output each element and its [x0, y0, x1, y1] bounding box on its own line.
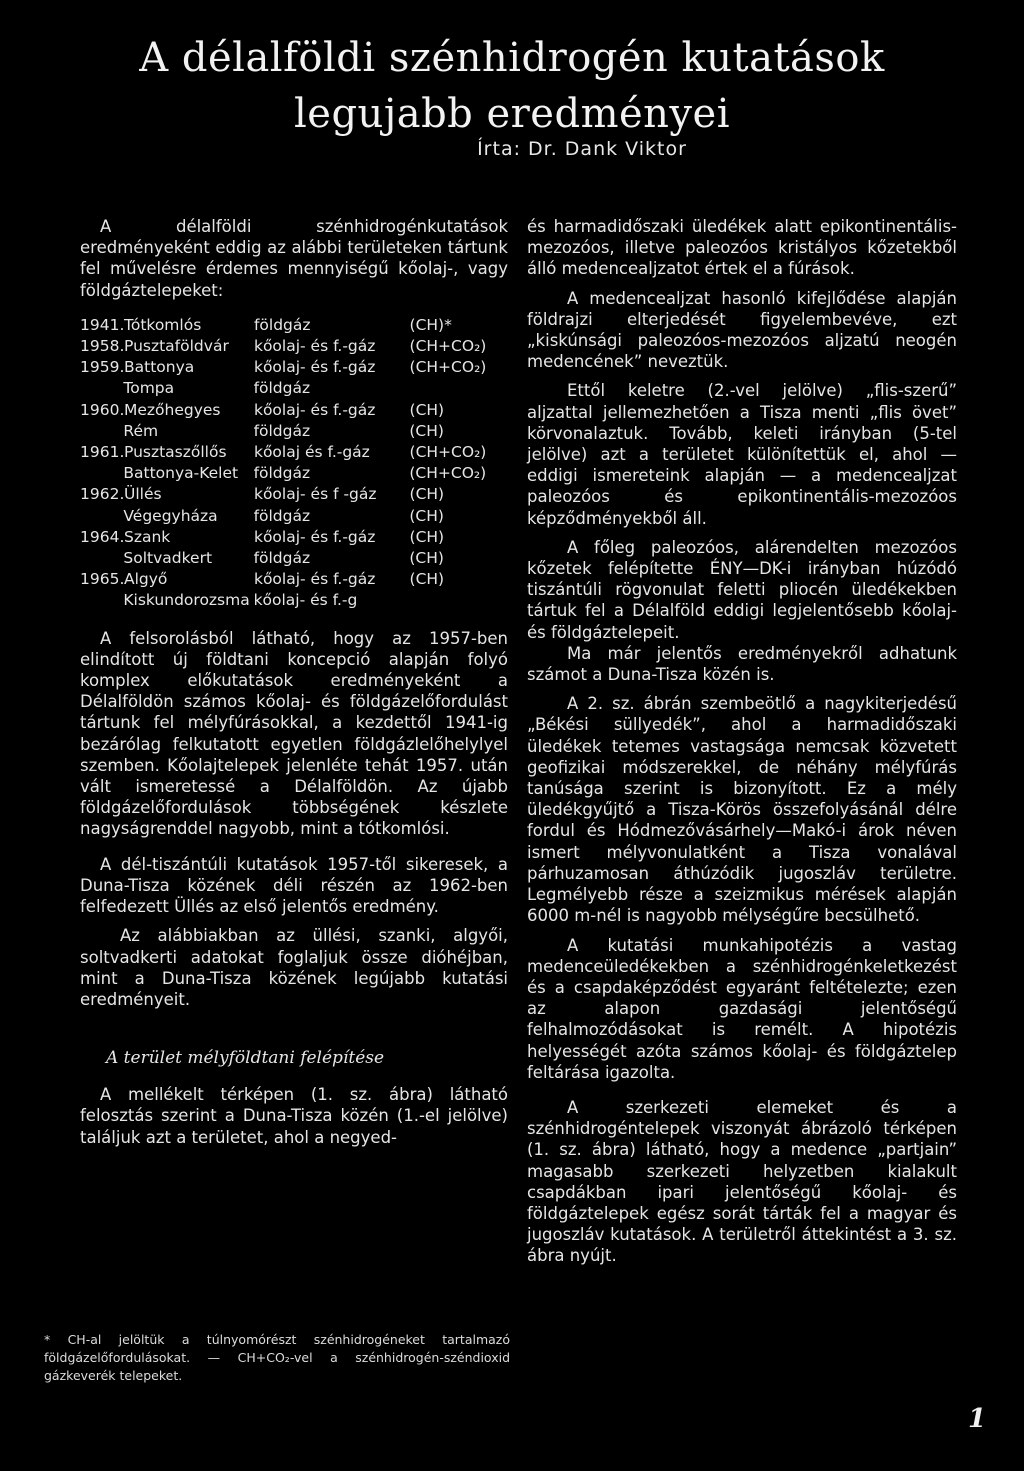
field-type: kőolaj- és f.-g — [253, 591, 358, 610]
right-paragraph-4: A főleg paleozóos, alárendelten mezozóos kőzetek felépítette ÉNY—DK-i irányban húzódó tiszántúli rögvonulat feletti pliocén üledékekben tártuk fel a Délalföld eddigi legjelentősebb kőolaj- és földgáztelepeit. — [527, 537, 957, 642]
field-row — [80, 569, 508, 590]
field-row — [80, 357, 508, 378]
field-type: kőolaj- és f.-gáz — [253, 337, 376, 356]
field-type: kőolaj- és f -gáz — [253, 485, 377, 504]
field-code: (CH+CO₂) — [409, 337, 487, 356]
field-row — [80, 463, 508, 484]
field-type: kőolaj- és f.-gáz — [253, 400, 376, 419]
field-code: (CH+CO₂) — [409, 443, 487, 462]
field-place: Végegyháza — [123, 506, 218, 525]
field-year: 1960. — [80, 400, 125, 419]
title-line-2: legujabb eredményei — [293, 91, 730, 137]
field-place: Rém — [123, 421, 159, 440]
field-place: Tompa — [123, 379, 175, 398]
footnote: * CH-al jelöltük a túlnyomórészt szénhidrogéneket tartalmazó földgázelőfordulásokat. — CH+CO₂-vel a szénhidrogén-széndioxid gázkeverék telepeket. — [44, 1332, 510, 1383]
author-byline: Írta: Dr. Dank Viktor — [477, 138, 687, 160]
field-type: földgáz — [253, 464, 311, 483]
field-place: Pusztaszőllős — [124, 443, 227, 462]
field-type: kőolaj- és f.-gáz — [253, 358, 376, 377]
field-place: Soltvadkert — [123, 549, 213, 568]
field-row — [80, 315, 508, 336]
field-place: Battonya-Kelet — [123, 464, 239, 483]
field-year — [80, 421, 123, 442]
field-code: (CH+CO₂) — [409, 464, 487, 483]
field-place: Mezőhegyes — [124, 400, 221, 419]
left-paragraph-3: Az alábbiakban az üllési, szanki, algyői, soltvadkerti adatokat foglaljuk össze dióhéjban, mint a Duna-Tisza közének legújabb kutatási eredményeit. — [80, 926, 508, 1009]
field-place: Battonya — [124, 358, 195, 377]
right-paragraph-1: és harmadidőszaki üledékek alatt epikontinentális-mezozóos, illetve paleozóos kristályos kőzetekből álló medencealjzatot értek el a fúrások. — [527, 217, 957, 279]
left-paragraph-4: A mellékelt térképen (1. sz. ábra) látható felosztás szerint a Duna-Tisza közén (1.-el jelölve) találjuk azt a területet, ahol a negyed- — [80, 1085, 508, 1147]
field-type: földgáz — [253, 506, 311, 525]
field-year: 1958. — [80, 337, 125, 356]
field-row — [80, 548, 508, 569]
field-code: (CH) — [409, 549, 444, 568]
field-year: 1962. — [80, 485, 125, 504]
field-code: (CH) — [409, 570, 445, 589]
field-type: kőolaj és f.-gáz — [253, 443, 370, 462]
field-type: földgáz — [253, 379, 311, 398]
left-paragraph-1: A felsorolásból látható, hogy az 1957-ben elindított új földtani koncepció alapján folyó komplex előkutatások eredményeként a Délalföldön számos kőolaj- és földgázelőfordulást tártunk fel mélyfúrásokkal, a kezdettől 1941-ig bezárólag felkutatott egyetlen földgázlelőhelylyel szemben. Kőolajtelepek jelenléte tehát 1957. után vált ismeretessé a Délalföldön. Az újabb földgázelőfordulások többségének készlete nagyságrenddel nagyobb, mint a tótkomlósi. — [80, 628, 508, 839]
left-paragraph-2: A dél-tiszántúli kutatások 1957-től sikeresek, a Duna-Tisza közének déli részén az 1962-ben felfedezett Üllés az első jelentős eredmény. — [80, 854, 508, 917]
right-paragraph-5: Ma már jelentős eredményekről adhatunk számot a Duna-Tisza közén is. — [527, 643, 957, 685]
field-year — [80, 506, 123, 527]
right-paragraph-6: A 2. sz. ábrán szembeötlő a nagykiterjedésű „Békési süllyedék”, ahol a harmadidőszaki üledékek tetemes vastagsága nemcsak közvetett geofizikai módszerekkel, de néhány mélyfúrás tanúsága szerint is bizonyított. Ez a mély üledékgyűjtő a Tisza-Körös összefolyásánál délre fordul és Hódmezővásárhely—Makó-i árok néven ismert mélyvonulatként a Tisza vonalával párhuzamosan áthúzódik jugoszláv területre. Legmélyebb része a szeizmikus mérések alapján 6000 m-nél is nagyobb mélységűre becsülhető. — [527, 694, 957, 926]
field-row — [80, 484, 508, 505]
page-number: 1 — [968, 1404, 987, 1434]
field-code: (CH) — [409, 527, 445, 546]
field-code: (CH) — [409, 421, 444, 440]
right-paragraph-8: A szerkezeti elemeket és a szénhidrogéntelepek viszonyát ábrázoló térképen (1. sz. ábra) látható, hogy a medence „partjain” magasabb szerkezeti helyzetben kialakult csapdákban ipari jelentőségű kőolaj- és földgáztelepek egész sorát tárták fel a magyar és jugoszláv kutatások. A területről áttekintést a 3. sz. ábra nyújt. — [527, 1097, 957, 1266]
right-paragraph-7: A kutatási munkahipotézis a vastag medenceüledékekben a szénhidrogénkeletkezést és a csapdaképződést egyaránt feltételezte; ezen az alapon gazdasági jelentőségű felhalmozódásokat is remélt. A hipotézis helyességét azóta számos kőolaj- és földgáztelep feltárása igazolta. — [527, 935, 957, 1082]
field-row — [80, 442, 508, 463]
left-column — [80, 216, 508, 1148]
article-title — [0, 30, 1024, 142]
field-row — [80, 378, 508, 399]
field-place: Pusztaföldvár — [124, 337, 229, 356]
field-type: földgáz — [253, 315, 311, 334]
title-line-1: A délalföldi szénhidrogén kutatások — [139, 35, 885, 81]
field-place: Szank — [124, 527, 171, 546]
field-row — [80, 590, 508, 611]
field-type: földgáz — [253, 549, 311, 568]
field-code — [409, 590, 508, 611]
field-code: (CH)* — [409, 315, 452, 334]
field-list — [80, 315, 508, 612]
field-year — [80, 590, 123, 611]
field-year — [80, 378, 123, 399]
field-year: 1941. — [80, 315, 125, 334]
section-heading: A terület mélyföldtani felépítése — [106, 1048, 385, 1069]
right-paragraph-2: A medencealjzat hasonló kifejlődése alapján földrajzi elterjedését figyelembevéve, ezt „kiskúnsági paleozóos-mezozóos aljzatú neogén medencének” neveztük. — [527, 288, 957, 372]
field-code: (CH) — [409, 485, 445, 504]
field-year — [80, 463, 123, 484]
intro-paragraph: A délalföldi szénhidrogénkutatások eredményeként eddig az alábbi területeken tártunk fel művelésre érdemes mennyiségű kőolaj-, vagy földgáztelepeket: — [80, 217, 508, 300]
field-row — [80, 336, 508, 357]
field-year: 1961. — [80, 443, 125, 462]
field-year: 1964. — [80, 527, 125, 546]
field-place: Algyő — [124, 570, 168, 589]
field-row — [80, 400, 508, 421]
field-type: kőolaj- és f.-gáz — [253, 527, 376, 546]
field-row — [80, 506, 508, 527]
field-year: 1959. — [80, 358, 125, 377]
field-type: földgáz — [253, 421, 311, 440]
field-place: Üllés — [124, 485, 162, 504]
field-place: Kiskundorozsma — [123, 591, 250, 610]
field-place: Tótkomlós — [124, 315, 202, 334]
field-code — [409, 378, 508, 399]
field-code: (CH) — [409, 400, 445, 419]
field-year: 1965. — [80, 570, 125, 589]
field-code: (CH+CO₂) — [409, 358, 487, 377]
field-row — [80, 527, 508, 548]
field-type: kőolaj- és f.-gáz — [253, 570, 376, 589]
right-column — [527, 216, 957, 1267]
field-row — [80, 421, 508, 442]
right-paragraph-3: Ettől keletre (2.-vel jelölve) „flis-szerű” aljzattal jellemezhetően a Tisza menti „flis övet” körvonalaztuk. Tovább, keleti irányban (5-tel jelölve) azt a területet különítettük el, ahol — eddigi ismereteink alapján — a medencealjzat paleozóos és epikontinentális-mezozóos képződményekből áll. — [527, 381, 957, 528]
field-year — [80, 548, 123, 569]
field-code: (CH) — [409, 506, 444, 525]
